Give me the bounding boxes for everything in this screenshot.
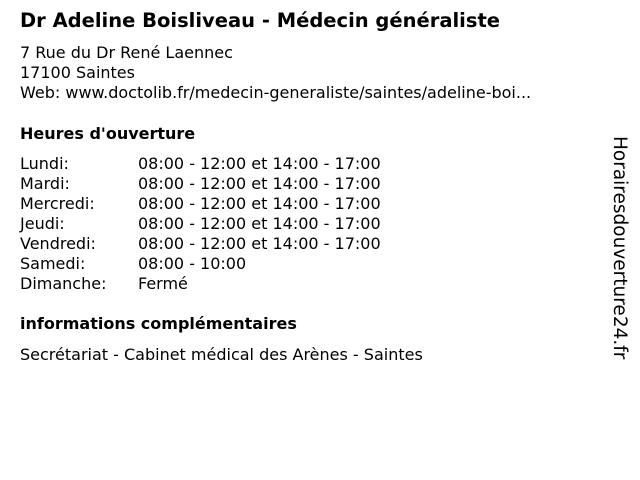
hours-row-friday <box>20 234 381 254</box>
day-label: Jeudi: <box>20 214 65 233</box>
hours-value: 08:00 - 12:00 et 14:00 - 17:00 <box>138 154 381 173</box>
day-label: Mardi: <box>20 174 70 193</box>
address-block <box>20 43 531 103</box>
hours-row-monday <box>20 154 381 174</box>
day-label: Mercredi: <box>20 194 95 213</box>
page-title: Dr Adeline Boisliveau - Médecin généraliste <box>20 9 501 32</box>
hours-row-sunday <box>20 274 381 294</box>
additional-info-heading: informations complémentaires <box>20 314 297 333</box>
hours-row-tuesday <box>20 174 381 194</box>
hours-row-wednesday <box>20 194 381 214</box>
opening-hours-table <box>20 154 381 294</box>
website-line <box>20 83 531 103</box>
hours-value: Fermé <box>138 274 188 293</box>
day-label: Vendredi: <box>20 234 96 253</box>
street-address: 7 Rue du Dr René Laennec <box>20 43 233 62</box>
hours-value: 08:00 - 12:00 et 14:00 - 17:00 <box>138 194 381 213</box>
hours-value: 08:00 - 12:00 et 14:00 - 17:00 <box>138 234 381 253</box>
additional-info-text: Secrétariat - Cabinet médical des Arènes - Saintes <box>20 345 423 364</box>
hours-row-thursday <box>20 214 381 234</box>
opening-hours-heading: Heures d'ouverture <box>20 124 196 143</box>
hours-row-saturday <box>20 254 381 274</box>
day-label: Dimanche: <box>20 274 107 293</box>
site-watermark: Horairesdouverture24.fr <box>609 136 630 360</box>
website-link[interactable]: www.doctolib.fr/medecin-generaliste/saintes/adeline-boi... <box>65 83 532 102</box>
website-label: Web: <box>20 83 66 102</box>
day-label: Samedi: <box>20 254 86 273</box>
hours-value: 08:00 - 12:00 et 14:00 - 17:00 <box>138 214 381 233</box>
day-label: Lundi: <box>20 154 69 173</box>
hours-value: 08:00 - 12:00 et 14:00 - 17:00 <box>138 174 381 193</box>
city-postcode: 17100 Saintes <box>20 63 135 82</box>
hours-value: 08:00 - 10:00 <box>138 254 247 273</box>
